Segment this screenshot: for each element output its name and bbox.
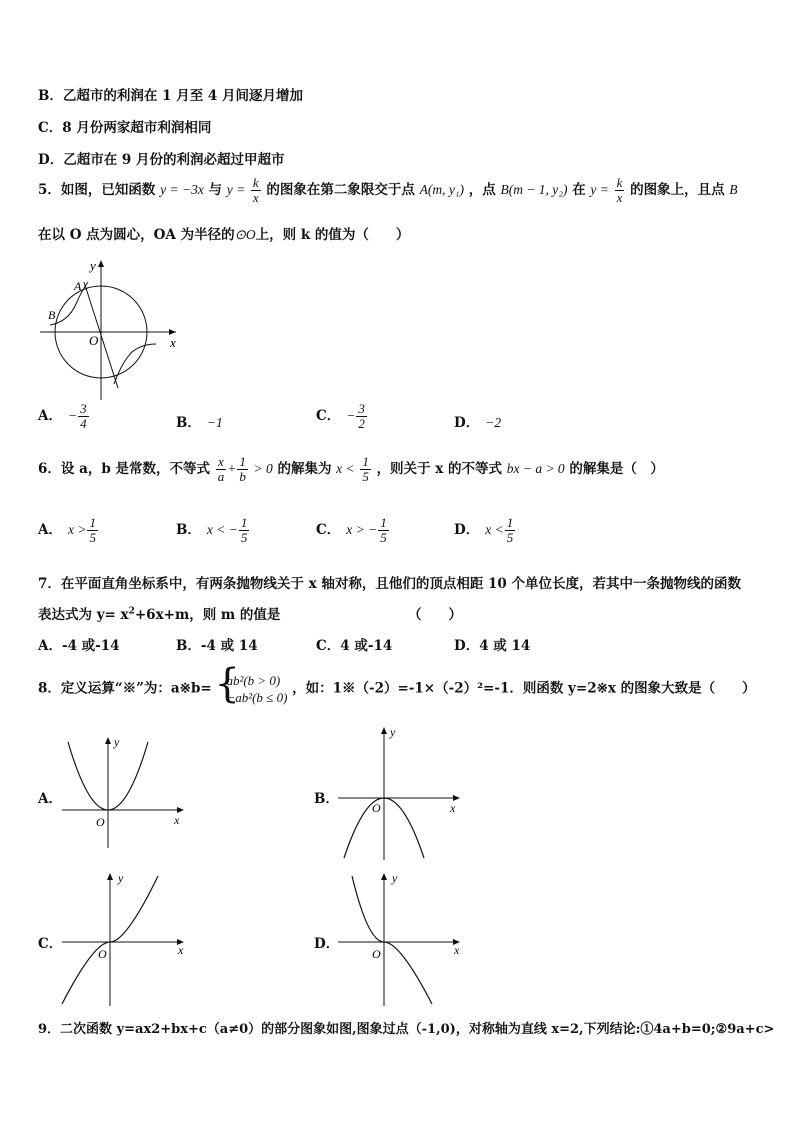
- q5-b-letter: B: [729, 182, 738, 197]
- q8-c-y-label: y: [118, 871, 124, 885]
- q8-a-origin-label: O: [96, 815, 105, 829]
- q5-option-c: C． − $\frac{3}{2}$: [316, 401, 365, 431]
- q9-stem: 9．二次函数 y=ax2+bx+c（a≠0）的部分图象如图,图象过点（-1,0)，对称轴为直线 x=2,下列结论:①4a+b=0;②9a+c>: [38, 1022, 775, 1037]
- q5-option-b: B． −1: [176, 415, 223, 431]
- q5-text: ，点: [468, 182, 496, 198]
- q5-fig-origin-label: O: [89, 333, 99, 348]
- q8-d-x-label: x: [454, 943, 460, 957]
- q5-option-d: D． −2: [454, 415, 502, 431]
- q8-graph-d: [336, 868, 466, 1008]
- q6-frac-1-b: $\frac{1}{b}$: [239, 454, 246, 484]
- q5-fig-a-label: A: [74, 279, 82, 293]
- q5-text: 在: [572, 182, 586, 198]
- q8-d-origin-label: O: [372, 947, 381, 961]
- q7-answer-paren: （ ）: [408, 607, 462, 623]
- q6-text: 6．设 a，b 是常数，不等式: [38, 461, 210, 477]
- q5-func2-fraction: $\frac{k}{x}$: [252, 175, 259, 205]
- q4-option-c: C．8 月份两家超市利润相同: [38, 120, 212, 136]
- q5-func2-lhs: y =: [590, 182, 609, 197]
- q5-option-a: A． − $\frac{3}{4}$: [38, 401, 87, 431]
- q5-func2-fraction: $\frac{k}{x}$: [616, 175, 623, 205]
- q5-text: 的图象在第二象限交于点: [266, 182, 415, 198]
- q7-stem-line2: 表达式为 $y= x^2+6x+m$，则 m 的值是 （ ）: [38, 603, 280, 623]
- q6-option-a: A． x > $\frac{1}{5}$: [38, 515, 96, 545]
- q5-func2-lhs: y =: [226, 182, 246, 197]
- q5-fig-y-label: y: [90, 258, 96, 273]
- q8-a-x-label: x: [174, 813, 180, 827]
- q5-fig-x-label: x: [170, 335, 176, 350]
- q6-inequality: bx − a > 0: [506, 461, 565, 476]
- q8-piecewise: { ab²(b > 0) −ab²(b ≤ 0): [216, 672, 287, 706]
- q6-xlt: x <: [336, 461, 355, 476]
- q5-text: 与: [208, 182, 223, 198]
- q8-option-a-label: A．: [38, 791, 62, 807]
- q5-stem-line2: [38, 223, 409, 243]
- q5-func1: y = −3x: [160, 182, 204, 197]
- q5-point-a: A(m, y₁): [419, 182, 465, 197]
- q8-option-b-label: B．: [314, 791, 339, 807]
- q8-a-y-label: y: [114, 735, 120, 749]
- q7-option-d: D．4 或 14: [454, 638, 531, 654]
- q5-point-b: B(m − 1, y₂): [500, 182, 568, 197]
- q8-graph-b: [336, 722, 466, 862]
- q5-text: 5．如图，已知函数: [38, 182, 156, 198]
- q8-b-origin-label: O: [372, 801, 381, 815]
- q6-text: 的解集为: [277, 461, 332, 477]
- q7-stem-line1: 7．在平面直角坐标系中，有两条抛物线关于 x 轴对称，且他们的顶点相距 10 个单位长度，若其中一条抛物线的函数: [38, 576, 742, 592]
- q8-c-origin-label: O: [98, 947, 107, 961]
- q8-stem: 8．定义运算“※”为：a※b= { ab²(b > 0) −ab²(b ≤ 0) ，如：1※（-2）=-1×（-2）²=-1．则函数 y=2※x 的图象大致是（ ）: [38, 672, 756, 706]
- q5-figure: [38, 252, 188, 402]
- q6-gt0: > 0: [253, 461, 273, 476]
- q7-option-a: A．-4 或-14: [38, 638, 120, 654]
- q7-option-b: B．-4 或 14: [176, 638, 258, 654]
- q5-text: 的图象上，且点: [630, 182, 725, 198]
- q8-option-d-label: D．: [314, 936, 340, 952]
- q4-option-d: D．乙超市在 9 月份的利润必超过甲超市: [38, 152, 285, 168]
- q6-stem: 6．设 a，b 是常数，不等式 $\frac{x}{a}$ + $\frac{1}{b}$ > 0 的解集为 x < $\frac{1}{5}$ ，则关于 x 的不等式 bx − a > 0 的解集是（ ）: [38, 454, 664, 484]
- q8-b-x-label: x: [450, 801, 456, 815]
- q8-option-c-label: C．: [38, 936, 63, 952]
- q6-option-b: B． x < − $\frac{1}{5}$: [176, 515, 248, 545]
- q6-text: ，则关于 x 的不等式: [376, 461, 503, 477]
- q8-graph-a: [60, 732, 190, 850]
- q5-circle-symbol: ⊙O: [234, 227, 256, 242]
- q7-option-c: C．4 或-14: [316, 638, 393, 654]
- q5-text: 上，则 k 的值为（ ）: [255, 227, 410, 243]
- q8-b-y-label: y: [390, 725, 396, 739]
- q6-option-d: D． x < $\frac{1}{5}$: [454, 515, 514, 545]
- q6-option-c: C． x > − $\frac{1}{5}$: [316, 515, 387, 545]
- q8-c-x-label: x: [178, 943, 184, 957]
- q5-text: 在以 O 点为圆心，OA 为半径的: [38, 227, 235, 243]
- q6-frac-1-5: $\frac{1}{5}$: [362, 454, 369, 484]
- q5-fig-b-label: B: [48, 308, 56, 322]
- q4-option-b: B．乙超市的利润在 1 月至 4 月间逐月增加: [38, 88, 303, 104]
- q8-graph-c: [60, 868, 190, 1008]
- q5-stem-line1: [38, 176, 738, 205]
- q6-text: 的解集是（ ）: [569, 461, 664, 477]
- q6-frac-x-a: $\frac{x}{a}$: [217, 454, 225, 484]
- q8-d-y-label: y: [392, 871, 398, 885]
